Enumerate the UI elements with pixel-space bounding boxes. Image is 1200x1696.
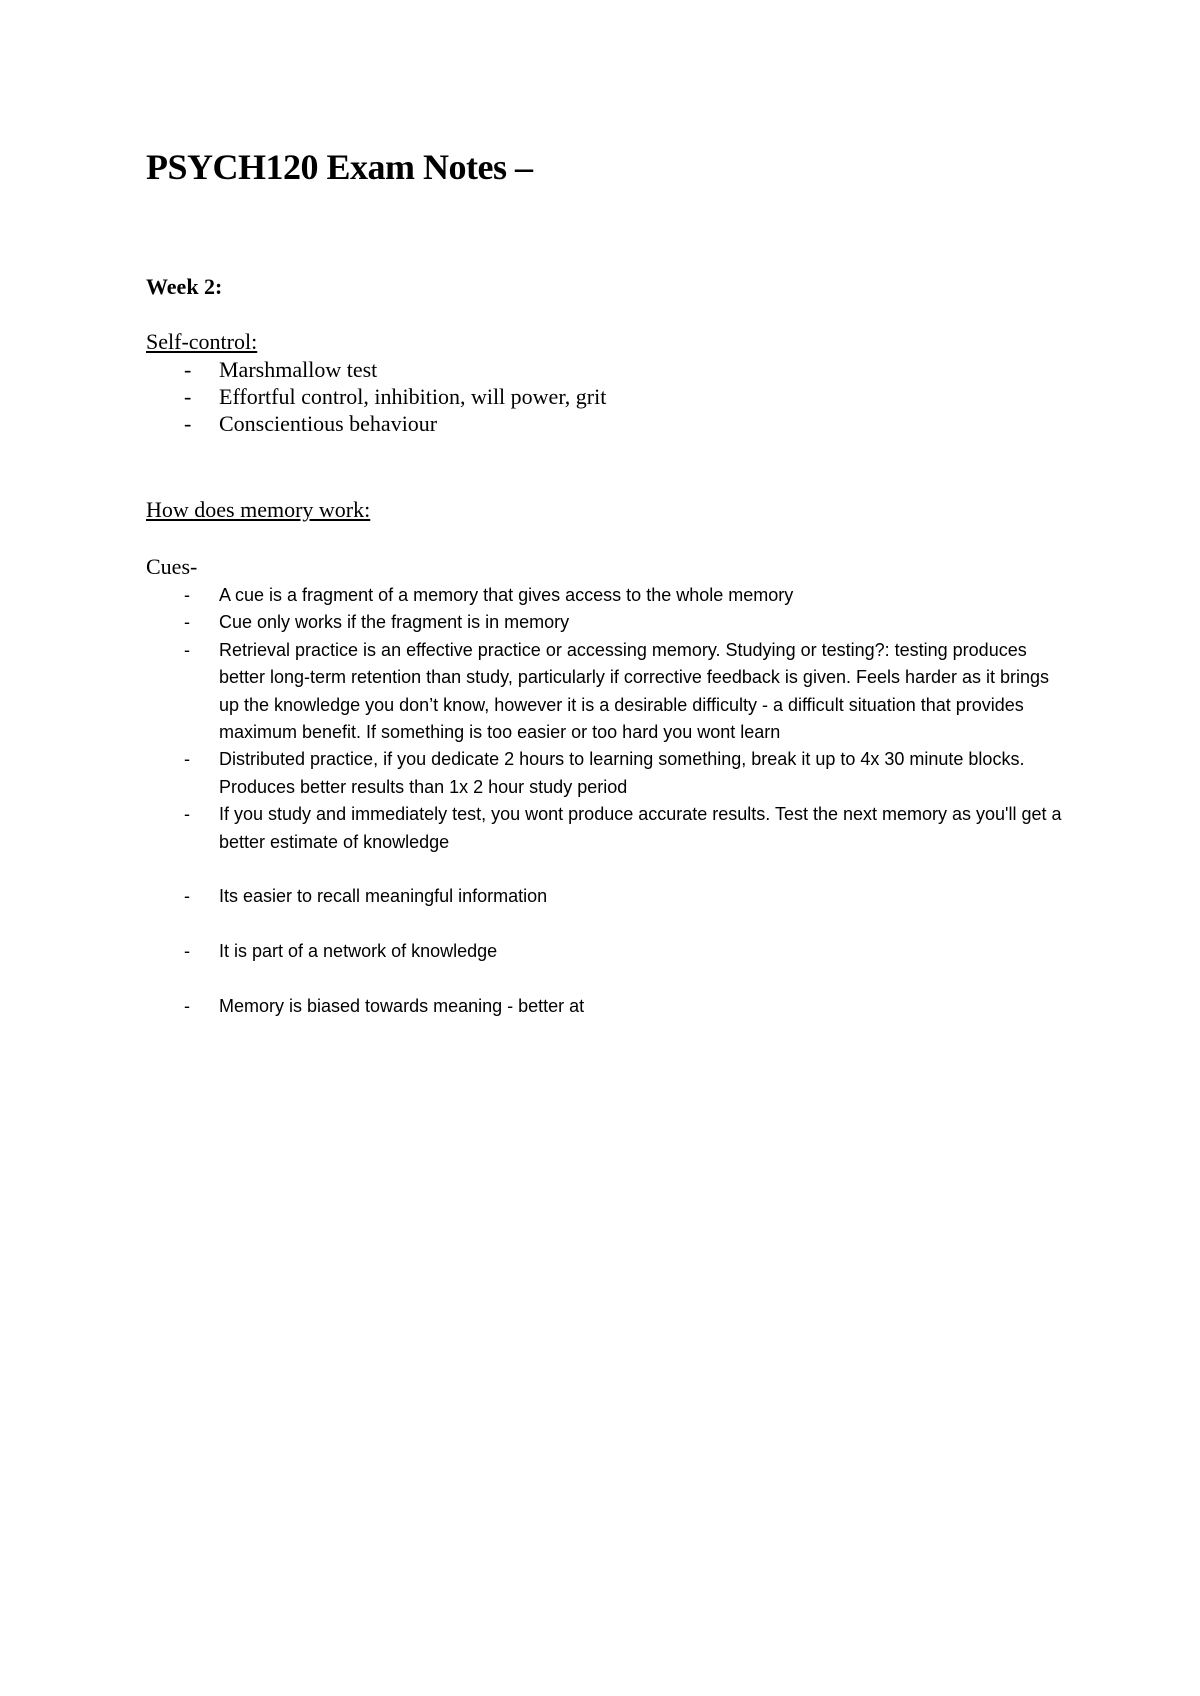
list-item xyxy=(146,938,1066,965)
list-item xyxy=(146,637,1066,747)
bullet-dash: - xyxy=(184,996,190,1017)
bullet-dash: - xyxy=(184,639,190,660)
list-item-text: Its easier to recall meaningful information xyxy=(219,886,548,907)
cues-label: Cues- xyxy=(146,554,198,579)
cues-list xyxy=(146,582,1066,1020)
bullet-dash: - xyxy=(184,804,190,825)
bullet-dash: - xyxy=(184,749,190,770)
self-control-heading: Self-control: xyxy=(146,329,258,354)
list-item-text: A cue is a fragment of a memory that gives access to the whole memory xyxy=(219,585,794,605)
list-item xyxy=(146,609,1066,636)
bullet-dash: - xyxy=(184,585,190,605)
list-item-text: If you study and immediately test, you wont produce accurate results. Test the next memory as you'll get a better estimate of knowledge xyxy=(219,804,1062,852)
bullet-dash: - xyxy=(184,384,192,409)
bullet-dash: - xyxy=(184,612,190,633)
bullet-dash: - xyxy=(184,357,192,382)
list-item xyxy=(146,993,1066,1020)
list-item xyxy=(146,883,1066,910)
list-item xyxy=(146,410,606,437)
list-item xyxy=(146,582,1066,609)
bullet-dash: - xyxy=(184,886,190,907)
list-item xyxy=(146,356,606,383)
list-item-text: Distributed practice, if you dedicate 2 hours to learning something, break it up to 4x 30 minute blocks. Produces better results than 1x 2 hour study period xyxy=(219,749,1025,797)
list-item-text: Retrieval practice is an effective practice or accessing memory. Studying or testing?: testing produces better long-term retention than study, particularly if corrective feedback is given. Feels harder as it brings up the knowledge you don’t know, however it is a desirable difficulty - a difficult situation that provides maximum benefit. If something is too easier or too hard you wont learn xyxy=(219,639,1050,743)
list-item xyxy=(146,383,606,410)
self-control-list xyxy=(146,356,606,437)
list-item xyxy=(146,746,1066,801)
bullet-dash: - xyxy=(184,411,192,436)
list-item-text: Effortful control, inhibition, will power, grit xyxy=(219,384,607,409)
list-item-text: Memory is biased towards meaning - better at xyxy=(219,996,585,1017)
list-item xyxy=(146,801,1066,856)
list-item-text: Conscientious behaviour xyxy=(219,411,438,436)
week-heading: Week 2: xyxy=(146,274,223,299)
list-item-text: Cue only works if the fragment is in memory xyxy=(219,612,570,633)
page-title: PSYCH120 Exam Notes – xyxy=(146,147,533,187)
list-item-text: It is part of a network of knowledge xyxy=(219,941,498,962)
list-item-text: Marshmallow test xyxy=(219,357,378,382)
bullet-dash: - xyxy=(184,941,190,962)
memory-heading: How does memory work: xyxy=(146,497,371,522)
